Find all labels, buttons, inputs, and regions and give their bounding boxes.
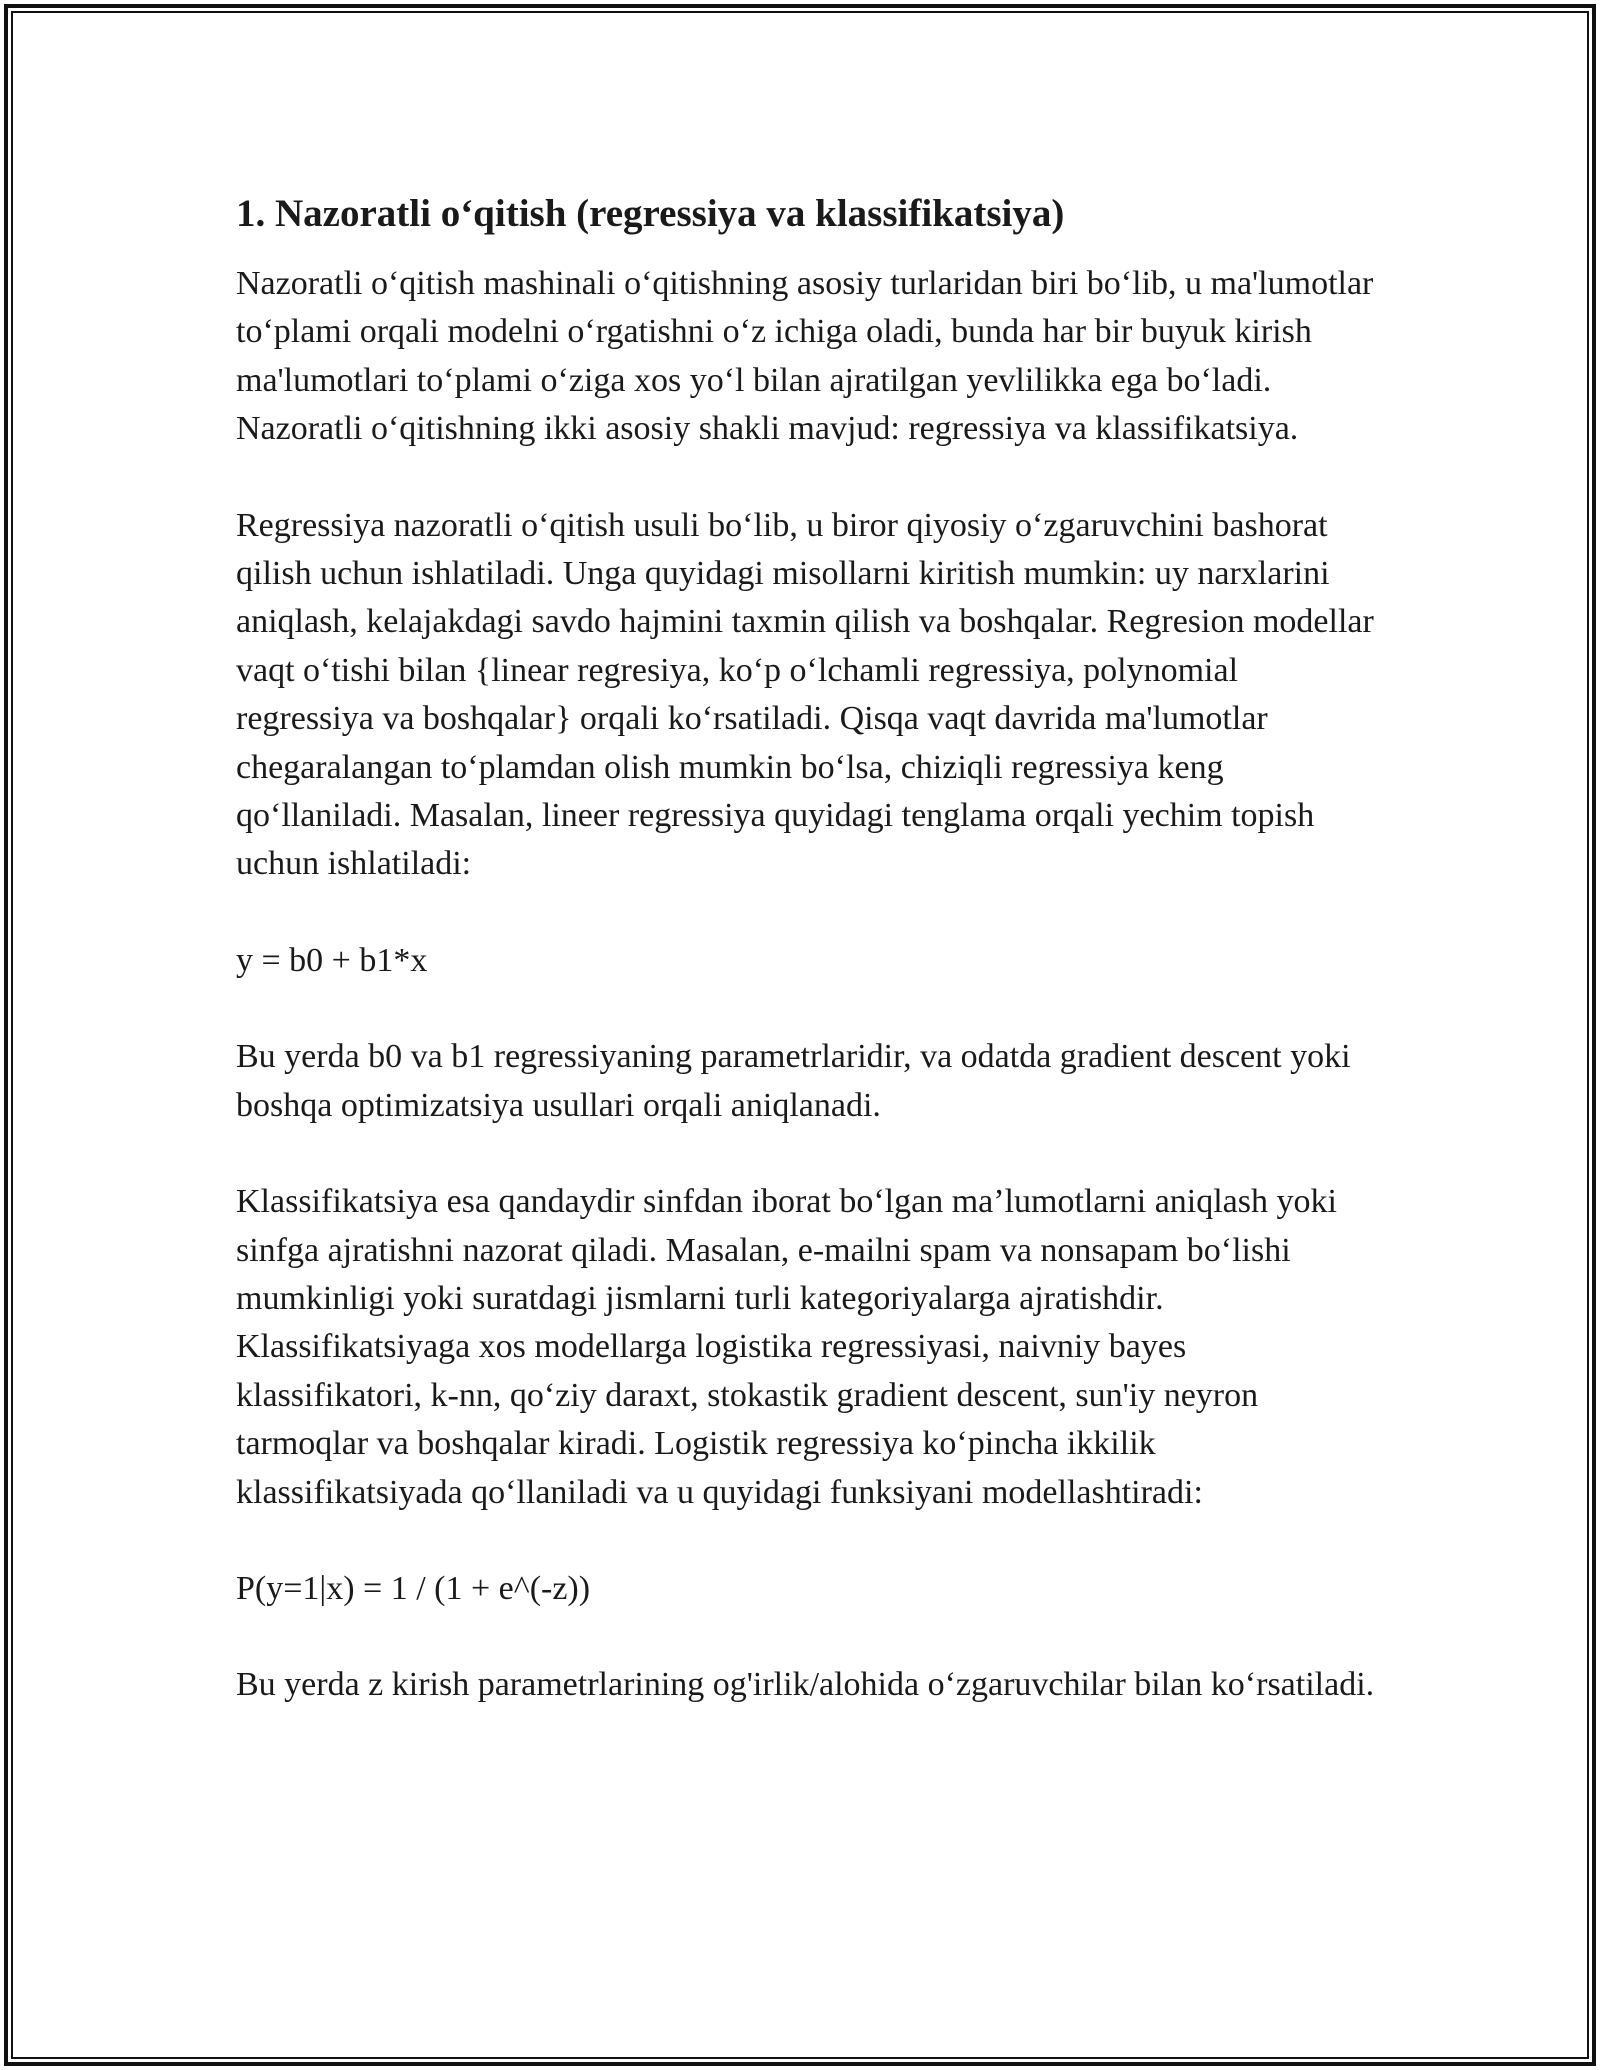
formula-logistic-regression: P(y=1|x) = 1 / (1 + e^(-z)) — [236, 1569, 591, 1607]
section-heading: 1. Nazoratli o‘qitish (regressiya va klassifikatsiya) — [236, 192, 1065, 235]
formula-linear-regression: y = b0 + b1*x — [236, 941, 428, 979]
paragraph-regression: Regressiya nazoratli o‘qitish usuli bo‘lib, u biror qiyosiy o‘zgaruvchini bashorat qilish uchun ishlatiladi. Unga quyidagi misollarni kiritish mumkin: uy narxlarini aniqlash, kelajakdagi savdo hajmini taxmin qilish va boshqalar. Regresion modellar vaqt o‘tishi bilan {linear regresiya, ko‘p o‘lchamli regressiya, polynomial regressiya va boshqalar} orqali ko‘rsatiladi. Qisqa vaqt davrida ma'lumotlar chegaralangan to‘plamdan olish mumkin bo‘lsa, chiziqli regressiya keng qo‘llaniladi. Masalan, lineer regressiya quyidagi tenglama orqali yechim topish uchun ishlatiladi: — [236, 506, 1374, 883]
paragraph-intro: Nazoratli o‘qitish mashinali o‘qitishning asosiy turlaridan biri bo‘lib, u ma'lumotlar to‘plami orqali modelni o‘rgatishni o‘z ichiga oladi, bunda har bir buyuk kirish ma'lumotlari to‘plami o‘ziga xos yo‘l bilan ajratilgan yevlilikka ega bo‘ladi. Nazoratli o‘qitishning ikki asosiy shakli mavjud: regressiya va klassifikatsiya. — [236, 265, 1374, 448]
document-body — [236, 186, 1376, 1758]
paragraph-classification: Klassifikatsiya esa qandaydir sinfdan iborat bo‘lgan ma’lumotlarni aniqlash yoki sinfga ajratishni nazorat qiladi. Masalan, e-mailni spam va nonsapam bo‘lishi mumkinligi yoki suratdagi jismlarni turli kategoriyalarga ajratishdir. Klassifikatsiyaga xos modellarga logistika regressiyasi, naivniy bayes klassifikatori, k-nn, qo‘ziy daraxt, stokastik gradient descent, sun'iy neyron tarmoqlar va boshqalar kiradi. Logistik regressiya ko‘pincha ikkilik klassifikatsiyada qo‘llaniladi va u quyidagi funksiyani modellashtiradi: — [236, 1183, 1337, 1511]
paragraph-regression-params: Bu yerda b0 va b1 regressiyaning parametrlaridir, va odatda gradient descent yoki boshqa optimizatsiya usullari orqali aniqlanadi. — [236, 1038, 1351, 1124]
paragraph-logistic-params: Bu yerda z kirish parametrlarining og'irlik/alohida o‘zgaruvchilar bilan ko‘rsatiladi. — [236, 1666, 1375, 1704]
